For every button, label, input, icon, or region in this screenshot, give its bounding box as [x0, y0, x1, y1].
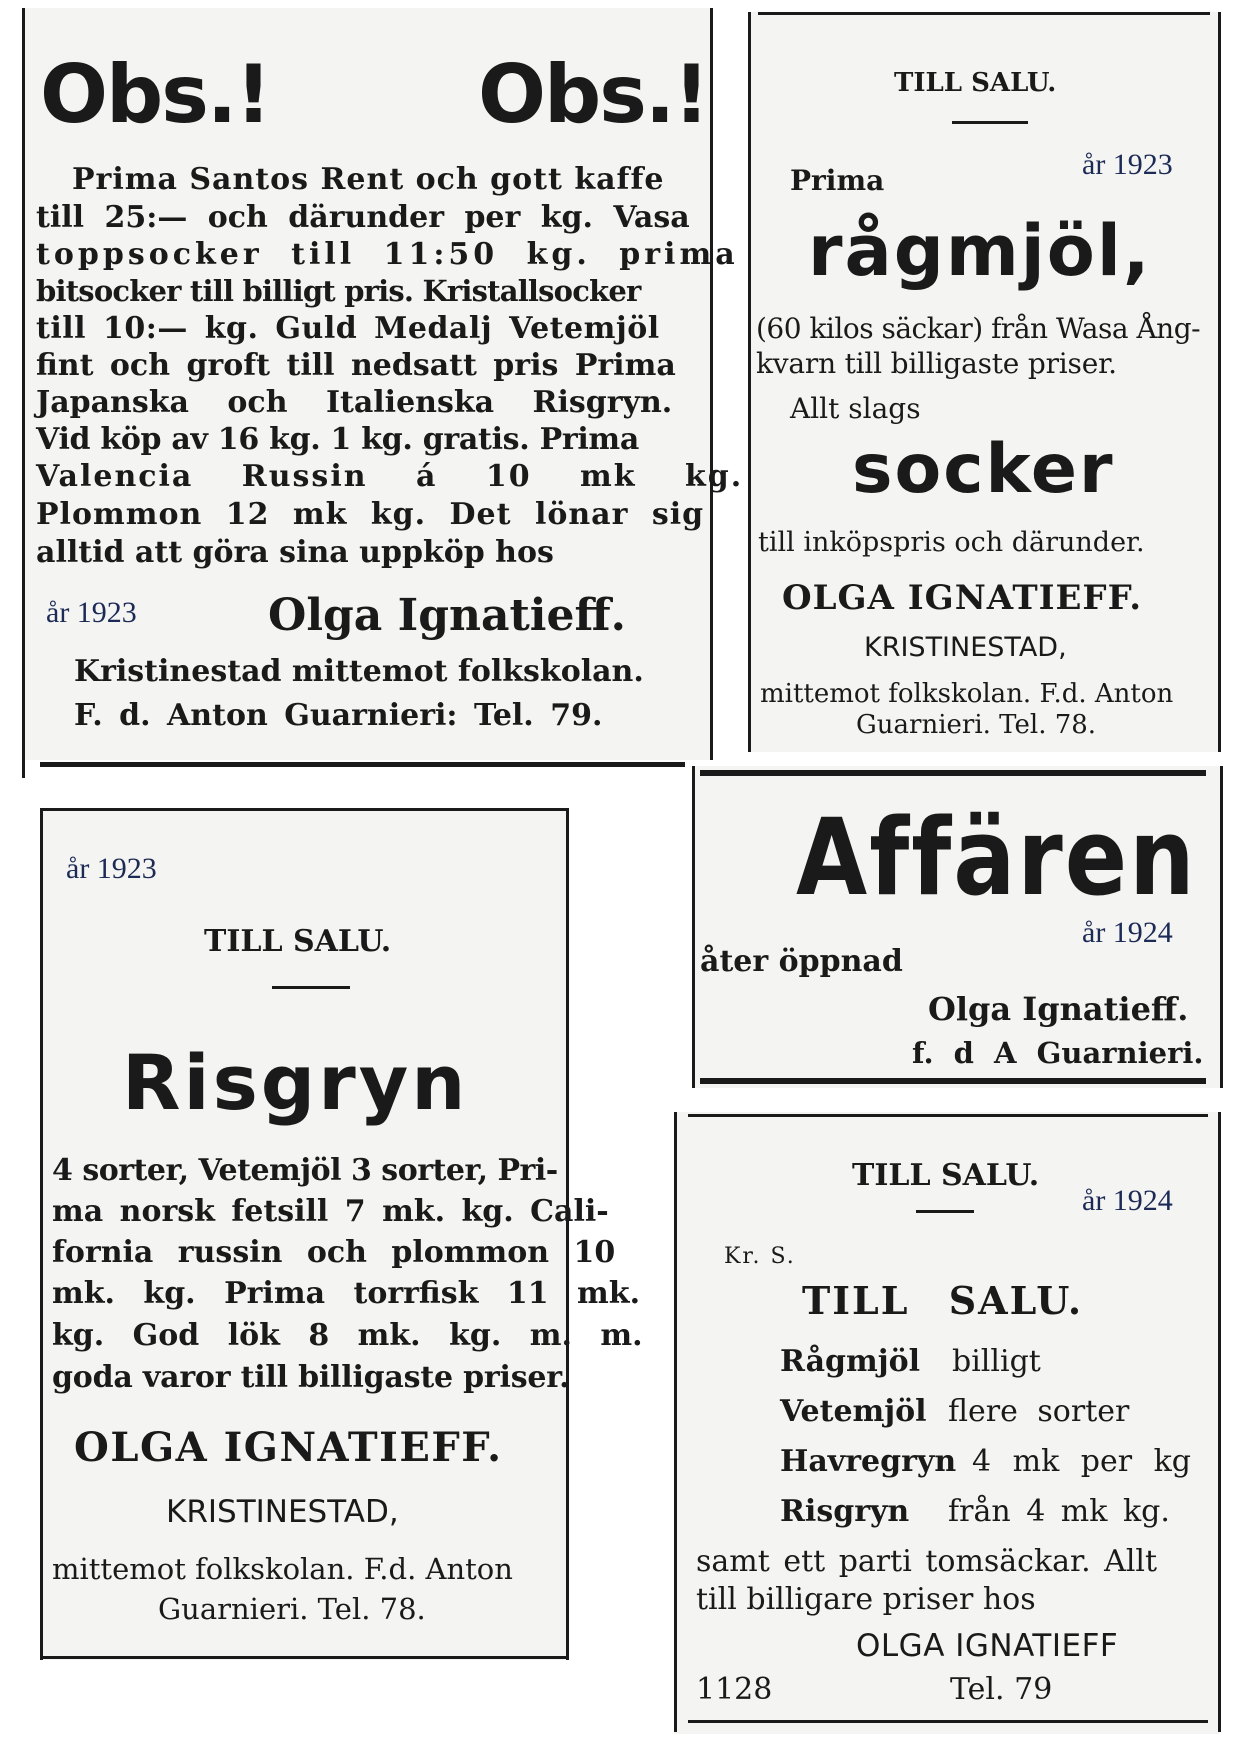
ad-obs-line: fint och groft till nedsatt pris Prima: [36, 348, 676, 383]
ad-till-salu-1924-item-name: Vetemjöl: [780, 1394, 927, 1429]
ad-risgryn-heading: TILL SALU.: [204, 924, 392, 959]
ad-obs-name: Olga Ignatieff.: [268, 590, 626, 641]
ad-till-salu-1924-item-desc: flere sorter: [948, 1394, 1130, 1429]
ad-ragmjol-desc: kvarn till billigaste priser.: [756, 347, 1117, 380]
ad-affaren-headline: Affären: [796, 796, 1197, 920]
ad-affaren-left-border: [692, 766, 695, 1088]
ad-obs-address: Kristinestad mittemot folkskolan.: [74, 654, 644, 689]
ad-till-salu-1924-bottom-rule: [688, 1720, 1208, 1723]
ad-affaren-right-border: [1220, 766, 1223, 1088]
ad-ragmjol-product: rågmjöl,: [808, 210, 1152, 292]
ad-ragmjol-year: år 1923: [1082, 148, 1173, 181]
ad-ragmjol-name: OLGA IGNATIEFF.: [782, 578, 1143, 618]
ad-ragmjol-left-border: [748, 12, 751, 752]
ad-ragmjol-prima: Prima: [790, 164, 885, 197]
ad-risgryn-addr: mittemot folkskolan. F.d. Anton: [52, 1552, 513, 1586]
ad-obs-title-left: Obs.!: [40, 48, 270, 141]
ad-risgryn-year: år 1923: [66, 852, 157, 885]
ad-affaren-year: år 1924: [1082, 916, 1173, 949]
ad-till-salu-1924-left-border: [674, 1112, 677, 1732]
ad-ragmjol-right-border: [1218, 12, 1221, 752]
ad-risgryn-top-rule: [40, 808, 568, 811]
ad-till-salu-1924-item-name: Rågmjöl: [780, 1344, 921, 1379]
ad-risgryn-product: Risgryn: [122, 1038, 469, 1127]
ad-risgryn-line: fornia russin och plommon 10: [52, 1235, 616, 1270]
ad-obs-line: Valencia Russin á 10 mk kg.: [36, 459, 744, 494]
ad-risgryn-name: OLGA IGNATIEFF.: [74, 1424, 503, 1471]
ad-obs-bottom-rule: [40, 762, 685, 767]
ad-affaren-name: Olga Ignatieff.: [928, 990, 1189, 1028]
ad-till-salu-1924-line: till billigare priser hos: [696, 1582, 1036, 1617]
ad-obs-line: Plommon 12 mk kg. Det lönar sig: [36, 497, 705, 532]
ad-till-salu-1924-line: samt ett parti tomsäckar. Allt: [696, 1544, 1158, 1579]
ad-obs-line: Vid köp av 16 kg. 1 kg. gratis. Prima: [36, 422, 640, 457]
ad-till-salu-1924-item-desc: 4 mk per kg: [972, 1444, 1192, 1479]
ad-till-salu-1924-name: OLGA IGNATIEFF: [856, 1628, 1119, 1664]
ad-till-salu-1924-item-name: Havregryn: [780, 1444, 957, 1479]
ad-risgryn-city: KRISTINESTAD,: [166, 1494, 399, 1530]
ad-ragmjol-top-rule: [758, 12, 1210, 15]
ad-affaren-former: f. d A Guarnieri.: [912, 1036, 1204, 1070]
ad-ragmjol-city: KRISTINESTAD,: [864, 632, 1067, 663]
ad-ragmjol-divider: [952, 121, 1028, 124]
ad-obs-line: bitsocker till billigt pris. Kristallsocker: [36, 274, 641, 308]
ad-till-salu-1924-item-desc: billigt: [952, 1344, 1041, 1379]
ad-ragmjol-addr: mittemot folkskolan. F.d. Anton: [760, 679, 1174, 709]
ad-risgryn-line: ma norsk fetsill 7 mk. kg. Cali-: [52, 1194, 609, 1229]
ad-affaren-top-rule: [700, 770, 1206, 776]
ad-risgryn-bottom-rule: [40, 1656, 568, 1659]
ad-obs-line: Prima Santos Rent och gott kaffe: [72, 162, 665, 197]
ad-affaren-subtitle: åter öppnad: [700, 944, 903, 979]
ad-ragmjol-desc: (60 kilos säckar) från Wasa Ång-: [756, 312, 1201, 345]
ad-affaren-bottom-rule: [700, 1078, 1206, 1084]
ad-till-salu-1924-number: 1128: [696, 1672, 773, 1707]
ad-till-salu-1924-top-rule: [688, 1114, 1208, 1117]
ad-risgryn-addr: Guarnieri. Tel. 78.: [158, 1592, 426, 1626]
ad-obs-line: till 25:— och därunder per kg. Vasa: [36, 200, 690, 235]
ad-obs-line: toppsocker till 11:50 kg. prima: [36, 237, 739, 272]
ad-till-salu-1924-right-border: [1218, 1112, 1221, 1732]
ad-obs-footer: F. d. Anton Guarnieri: Tel. 79.: [74, 698, 603, 733]
ad-ragmjol-desc: till inköpspris och därunder.: [758, 527, 1145, 558]
ad-ragmjol-product2: socker: [852, 430, 1115, 509]
ad-ragmjol-heading: TILL SALU.: [894, 68, 1057, 98]
ad-till-salu-1924-year: år 1924: [1082, 1184, 1173, 1217]
ad-obs-title-right: Obs.!: [478, 48, 708, 141]
ad-obs-left-border: [22, 8, 25, 778]
ad-obs-line: Japanska och Italienska Risgryn.: [36, 385, 673, 420]
ad-obs-line: alltid att göra sina uppköp hos: [36, 535, 554, 570]
ad-risgryn-divider: [272, 986, 350, 989]
ad-risgryn-line: kg. God lök 8 mk. kg. m. m.: [52, 1318, 643, 1353]
ad-ragmjol-allt: Allt slags: [790, 392, 921, 425]
ad-till-salu-1924-item-name: Risgryn: [780, 1494, 910, 1529]
ad-obs-year: år 1923: [46, 596, 137, 629]
ad-till-salu-1924-heading2: TILL SALU.: [802, 1278, 1084, 1323]
ad-risgryn-left-border: [40, 808, 43, 1660]
ad-ragmjol-addr: Guarnieri. Tel. 78.: [856, 710, 1097, 740]
ad-risgryn-line: 4 sorter, Vetemjöl 3 sorter, Pri-: [52, 1153, 558, 1188]
ad-risgryn-line: goda varor till billigaste priser.: [52, 1360, 570, 1395]
ad-till-salu-1924-tel: Tel. 79: [950, 1672, 1053, 1707]
ad-till-salu-1924-kr: Kr. S.: [724, 1244, 796, 1269]
ad-obs-right-border: [710, 8, 713, 760]
ad-till-salu-1924-divider: [916, 1210, 974, 1213]
ad-risgryn-line: mk. kg. Prima torrfisk 11 mk.: [52, 1276, 641, 1311]
ad-till-salu-1924-item-desc: från 4 mk kg.: [948, 1494, 1170, 1529]
ad-till-salu-1924-heading: TILL SALU.: [852, 1158, 1040, 1193]
ad-obs-line: till 10:— kg. Guld Medalj Vetemjöl: [36, 311, 660, 346]
ad-risgryn-right-border: [566, 808, 569, 1660]
